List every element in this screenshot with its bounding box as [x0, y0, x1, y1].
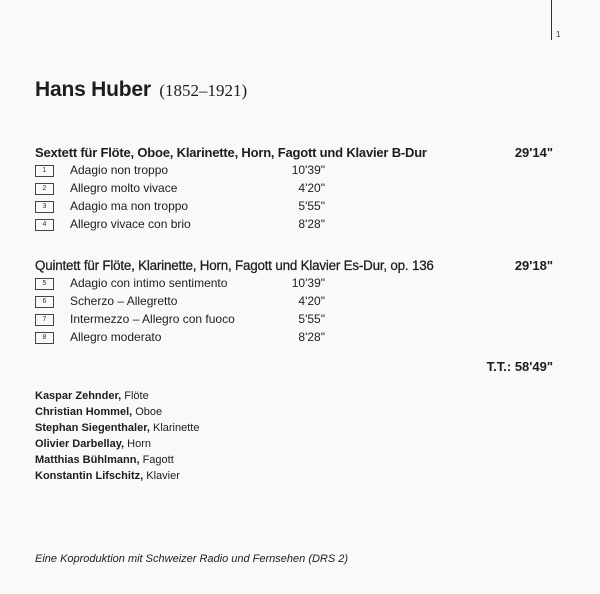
performer-line [35, 438, 151, 450]
track-number-box: 1 [35, 165, 54, 177]
track-title: Allegro vivace con brio [70, 217, 191, 231]
track-duration: 5'55" [298, 199, 325, 213]
track-title: Adagio con intimo sentimento [70, 276, 228, 290]
work-duration: 29'14" [514, 145, 553, 160]
performer-line [35, 406, 162, 418]
track-duration: 10'39" [291, 276, 325, 290]
track-number-box: 2 [35, 183, 54, 195]
track-row [35, 163, 325, 179]
track-row [35, 181, 325, 197]
performer-instrument: Oboe [135, 406, 163, 418]
track-title: Allegro molto vivace [70, 181, 178, 195]
track-number-box: 7 [35, 314, 54, 326]
performer-name: Konstantin Lifschitz, [35, 470, 144, 482]
composer-heading [35, 78, 247, 102]
track-number-box: 4 [35, 219, 54, 231]
track-duration: 5'55" [298, 312, 325, 326]
page-number: 1 [556, 30, 561, 39]
track-duration: 8'28" [298, 330, 325, 344]
track-row [35, 217, 325, 233]
track-row [35, 199, 325, 215]
track-number-box: 6 [35, 296, 54, 308]
coproduction-credit: Eine Koproduktion mit Schweizer Radio und Fernsehen (DRS 2) [35, 553, 349, 565]
track-duration: 4'20" [298, 181, 325, 195]
composer-name: Hans Huber [35, 78, 151, 101]
performer-instrument: Fagott [142, 454, 174, 466]
performer-name: Christian Hommel, [35, 406, 133, 418]
performer-line [35, 422, 199, 434]
performer-instrument: Klavier [146, 470, 180, 482]
performer-name: Matthias Bühlmann, [35, 454, 140, 466]
track-number-box: 5 [35, 278, 54, 290]
performer-line [35, 470, 180, 482]
track-number-box: 8 [35, 332, 54, 344]
composer-dates: (1852–1921) [159, 81, 248, 100]
work-title: Quintett für Flöte, Klarinette, Horn, Fagott und Klavier Es-Dur, op. 136 [35, 258, 434, 273]
performer-name: Olivier Darbellay, [35, 438, 125, 450]
track-title: Adagio ma non troppo [70, 199, 189, 213]
track-number-box: 3 [35, 201, 54, 213]
performer-instrument: Flöte [124, 390, 149, 402]
track-title: Intermezzo – Allegro con fuoco [70, 312, 235, 326]
performer-name: Stephan Siegenthaler, [35, 422, 150, 434]
performer-line [35, 390, 149, 402]
track-duration: 10'39" [291, 163, 325, 177]
performer-instrument: Horn [127, 438, 151, 450]
page-edge-line [551, 0, 552, 40]
track-row [35, 294, 325, 310]
performer-name: Kaspar Zehnder, [35, 390, 122, 402]
work-title: Sextett für Flöte, Oboe, Klarinette, Horn, Fagott und Klavier B-Dur [35, 145, 427, 160]
track-title: Scherzo – Allegretto [70, 294, 178, 308]
work-duration: 29'18" [514, 258, 553, 273]
track-duration: 8'28" [298, 217, 325, 231]
track-row [35, 312, 325, 328]
performer-line [35, 454, 174, 466]
track-title: Allegro moderato [70, 330, 162, 344]
track-row [35, 276, 325, 292]
total-time: T.T.: 58'49" [486, 359, 553, 374]
track-title: Adagio non troppo [70, 163, 169, 177]
performer-instrument: Klarinette [152, 422, 200, 434]
track-row [35, 330, 325, 346]
track-duration: 4'20" [298, 294, 325, 308]
